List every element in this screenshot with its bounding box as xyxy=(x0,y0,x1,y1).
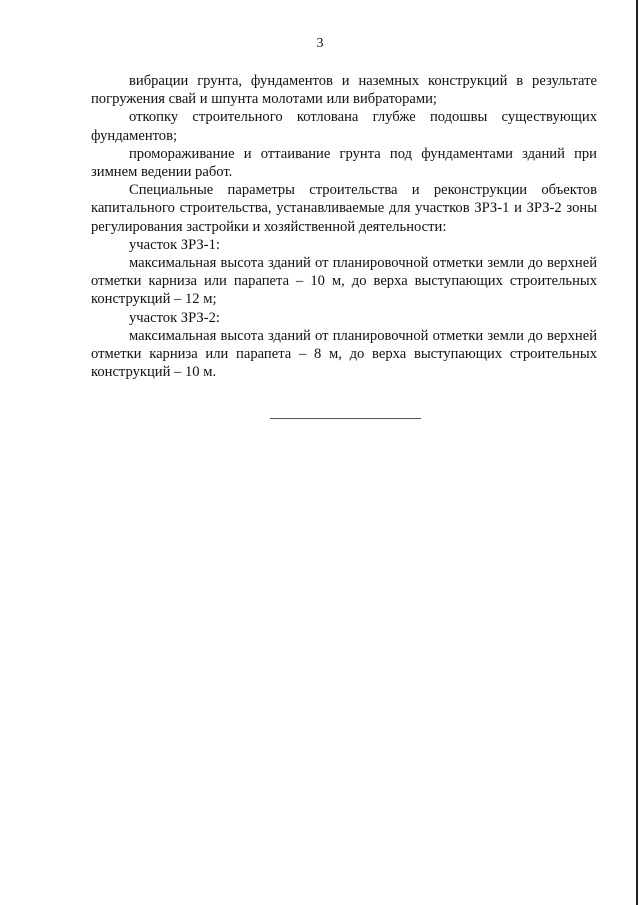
paragraph-zone-1-height: максимальная высота зданий от планировочной отметки земли до верхней отметки карниза или парапета – 10 м, до верха выступающих строительных конструкций – 12 м; xyxy=(91,255,597,308)
paragraph-excavation: откопку строительного котлована глубже подошвы существующих фундаментов; xyxy=(91,109,597,144)
paragraph-zone-2-heading: участок ЗРЗ-2: xyxy=(129,309,220,326)
paragraph-zone-2-height: максимальная высота зданий от планировочной отметки земли до верхней отметки карниза или парапета – 8 м, до верха выступающих строительных конструкций – 10 м. xyxy=(91,327,597,381)
paragraph-freezing: промораживание и оттаивание грунта под фундаментами зданий при зимнем ведении работ. xyxy=(91,145,597,181)
paragraph-zone-1-heading: участок ЗРЗ-1: xyxy=(129,236,220,253)
page-number: 3 xyxy=(316,36,324,51)
paragraph-special-parameters: Специальные параметры строительства и реконструкции объектов капитального строительства, устанавливаемые для участков ЗРЗ-1 и ЗРЗ-2 зоны регулирования застройки и хозяйственной деятельности: xyxy=(91,182,597,235)
document-body xyxy=(91,72,597,381)
scan-edge-line xyxy=(636,0,638,905)
paragraph-vibration: вибрации грунта, фундаментов и наземных конструкций в результате погружения свай и шпунта молотами или вибраторами; xyxy=(91,73,597,108)
end-divider xyxy=(270,418,421,419)
